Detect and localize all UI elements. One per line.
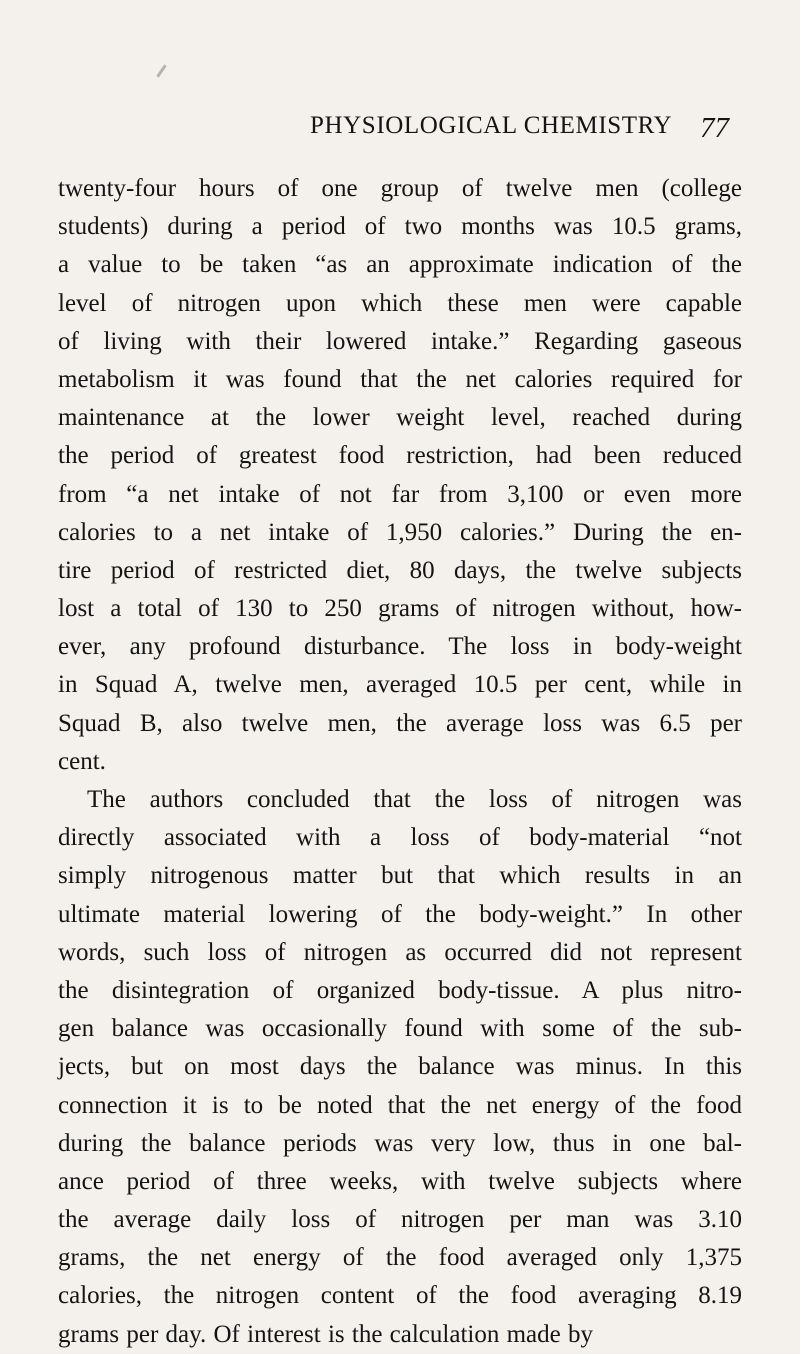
page-header [310, 112, 760, 148]
text-line: of living with their lowered intake.” Regarding gaseous [58, 327, 742, 355]
paper-speck-mark [156, 64, 166, 77]
text-line: connection it is to be noted that the net energy of the food [58, 1091, 742, 1119]
text-line: calories to a net intake of 1,950 calories.” During the en- [58, 518, 742, 546]
paragraph-2 [58, 781, 742, 1354]
body-text [58, 170, 742, 1354]
text-line: the period of greatest food restriction, had been reduced [58, 442, 742, 470]
text-line: simply nitrogenous matter but that which results in an [58, 862, 742, 890]
text-line: maintenance at the lower weight level, reached during [58, 404, 742, 432]
text-line: students) during a period of two months was 10.5 grams, [58, 213, 742, 241]
text-line: ever, any profound disturbance. The loss in body-weight [58, 633, 742, 661]
text-line: grams per day. Of interest is the calculation made by [58, 1320, 593, 1348]
running-head: PHYSIOLOGICAL CHEMISTRY [310, 112, 673, 139]
text-line: the average daily loss of nitrogen per man was 3.10 [58, 1206, 742, 1234]
text-line: level of nitrogen upon which these men were capable [58, 289, 742, 317]
paragraph-1 [58, 170, 742, 781]
text-line: lost a total of 130 to 250 grams of nitrogen without, how- [58, 595, 742, 623]
text-line: jects, but on most days the balance was minus. In this [58, 1053, 742, 1081]
text-line: gen balance was occasionally found with some of the sub- [58, 1015, 742, 1043]
text-line: the disintegration of organized body-tissue. A plus nitro- [58, 976, 742, 1004]
text-line: ance period of three weeks, with twelve subjects where [58, 1167, 742, 1195]
text-line: calories, the nitrogen content of the food averaging 8.19 [58, 1282, 742, 1310]
text-line: directly associated with a loss of body-material “not [58, 824, 742, 852]
text-line: tire period of restricted diet, 80 days, the twelve subjects [58, 556, 742, 584]
text-line: ultimate material lowering of the body-weight.” In other [58, 900, 742, 928]
text-line: The authors concluded that the loss of nitrogen was [87, 786, 742, 813]
text-line: words, such loss of nitrogen as occurred did not represent [58, 938, 742, 966]
text-line: twenty-four hours of one group of twelve men (college [58, 175, 742, 202]
text-line: during the balance periods was very low, thus in one bal- [58, 1129, 742, 1157]
page-number: 77 [700, 112, 729, 144]
text-line: metabolism it was found that the net calories required for [58, 365, 742, 393]
text-line: a value to be taken “as an approximate indication of the [58, 251, 742, 279]
text-line: grams, the net energy of the food averaged only 1,375 [58, 1244, 742, 1272]
text-line: cent. [58, 747, 106, 775]
text-line: in Squad A, twelve men, averaged 10.5 per cent, while in [58, 671, 742, 699]
text-line: from “a net intake of not far from 3,100 or even more [58, 480, 742, 508]
text-line: Squad B, also twelve men, the average loss was 6.5 per [58, 709, 742, 737]
